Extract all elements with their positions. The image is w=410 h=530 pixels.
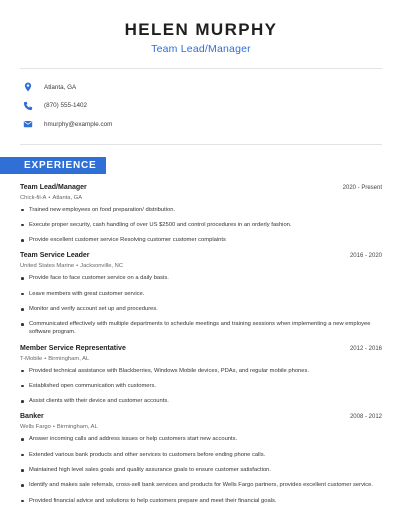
contact-phone <box>22 97 382 115</box>
resume-header <box>20 0 382 56</box>
job-company-line: T-Mobile • Birmingham, AL <box>20 355 90 362</box>
job-bullet: Answer incoming calls and address issues or help customers start new accounts. <box>20 435 382 443</box>
job-bullet: Monitor and verify account set up and procedures. <box>20 305 382 313</box>
job-bullet: Established open communication with customers. <box>20 382 382 390</box>
job-bullet: Communicated effectively with multiple departments to schedule meetings and training sessions when implementing a new employee software program. <box>20 320 382 336</box>
job-role: Team Service Leader <box>20 252 90 260</box>
job-company: United States Marine <box>20 263 75 270</box>
job-bullet: Leave members with great customer service. <box>20 290 382 298</box>
job-bullet: Trained new employees on food preparation/ distribution. <box>20 206 382 214</box>
job-bullets <box>20 206 382 245</box>
contact-email <box>22 115 382 133</box>
candidate-title: Team Lead/Manager <box>151 43 251 55</box>
location-pin-icon <box>22 81 34 93</box>
job-role: Banker <box>20 413 44 421</box>
job-location: Birmingham, AL <box>48 355 90 362</box>
job-company: Chick-fil-A <box>20 194 47 201</box>
job-role: Member Service Representative <box>20 344 126 352</box>
candidate-name: HELEN MURPHY <box>124 20 278 39</box>
contact-list <box>20 69 382 142</box>
job-bullet: Provided technical assistance with Blackberries, Windows Mobile devices, PDAs, and regular mobile phones. <box>20 367 382 375</box>
job-bullet: Maintained high level sales goals and quality assurance goals to ensure customer satisfaction. <box>20 466 382 474</box>
job-dates: 2008 - 2012 <box>349 414 382 421</box>
job-bullet: Provide face to face customer service on a daily basis. <box>20 274 382 282</box>
phone-icon <box>22 100 34 112</box>
contact-phone-text: (870) 555-1402 <box>44 102 88 109</box>
job-bullet: Extended various bank products and other services to customers before ending phone calls. <box>20 451 382 459</box>
contact-divider <box>20 144 382 145</box>
job-company-line: United States Marine • Jacksonville, NC <box>20 263 124 270</box>
job-bullet: Identify and makes sale referrals, cross-sell bank services and products for Wells Fargo partners, provides excellent customer service. <box>20 481 382 489</box>
email-icon <box>22 118 34 130</box>
job-bullet: Execute proper security, cash handling of over US $2500 and control procedures in an orderly fashion. <box>20 221 382 229</box>
contact-location <box>22 78 382 96</box>
job-bullet: Provided financial advice and solutions to help customers prepare and meet their financial goals. <box>20 497 382 505</box>
contact-email-text: hmurphy@example.com <box>44 120 113 128</box>
job-bullets <box>20 274 382 336</box>
job-company-line: Chick-fil-A • Atlanta, GA <box>20 194 83 201</box>
job-company-line: Wells Fargo • Birmingham, AL <box>20 424 98 431</box>
job-entry <box>20 344 382 406</box>
contact-location-text: Atlanta, GA <box>44 83 77 91</box>
experience-heading: EXPERIENCE <box>0 157 106 174</box>
job-bullet: Provide excellent customer service Resolving customer customer complaints <box>20 236 382 244</box>
job-dates: 2016 - 2020 <box>349 253 382 260</box>
job-bullets <box>20 435 382 504</box>
job-company: Wells Fargo <box>20 424 51 431</box>
experience-list <box>20 183 382 505</box>
job-entry <box>20 412 382 504</box>
job-entry <box>20 183 382 245</box>
job-location: Jacksonville, NC <box>80 263 124 270</box>
job-bullets <box>20 367 382 406</box>
job-dates: 2020 - Present <box>342 184 382 191</box>
job-role: Team Lead/Manager <box>20 183 87 191</box>
job-bullet: Assist clients with their device and customer accounts. <box>20 397 382 405</box>
job-location: Atlanta, GA <box>52 194 83 201</box>
job-location: Birmingham, AL <box>56 424 98 431</box>
job-entry <box>20 251 382 336</box>
job-company: T-Mobile <box>20 355 43 362</box>
job-dates: 2012 - 2016 <box>349 345 382 352</box>
